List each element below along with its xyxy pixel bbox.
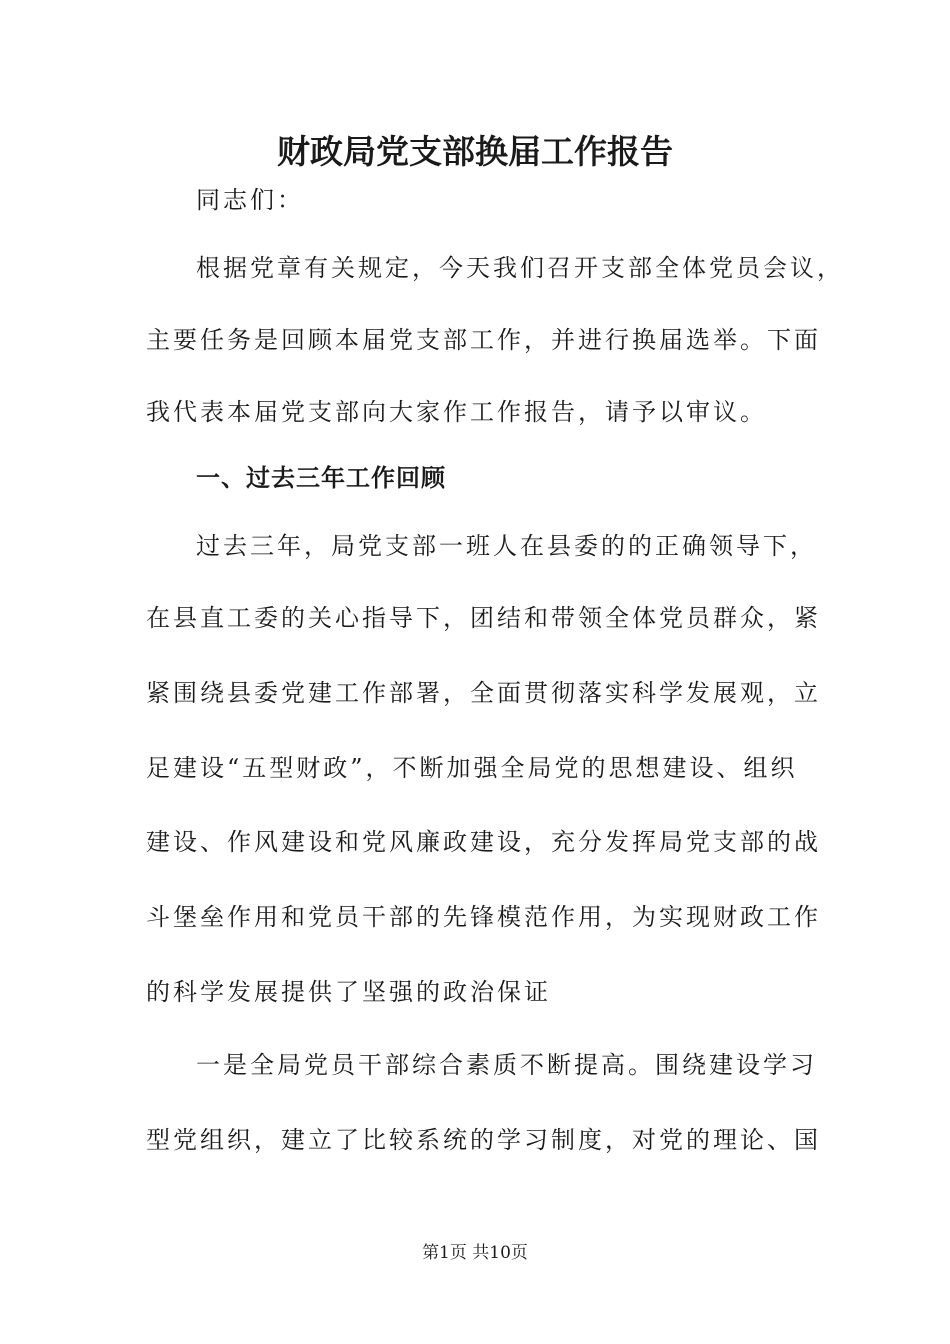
body-line-2: 在县直工委的关心指导下，团结和带领全体党员群众，紧 [146, 604, 821, 632]
body-line-6: 斗堡垒作用和党员干部的先锋模范作用，为实现财政工作 [146, 903, 821, 931]
point-line-2: 型党组织，建立了比较系统的学习制度，对党的理论、国 [146, 1126, 821, 1154]
document-title: 财政局党支部换届工作报告 [277, 132, 673, 171]
body-line-7: 的科学发展提供了坚强的政治保证 [146, 978, 551, 1006]
intro-line-1: 根据党章有关规定，今天我们召开支部全体党员会议， [196, 254, 844, 282]
section-heading: 一、过去三年工作回顾 [196, 464, 446, 492]
page-footer: 第1页 共10页 [422, 1243, 528, 1263]
body-line-1: 过去三年，局党支部一班人在县委的的正确领导下， [196, 532, 817, 560]
salutation: 同志们： [196, 186, 304, 214]
body-line-4: 足建设“五型财政”，不断加强全局党的思想建设、组织 [146, 754, 798, 782]
intro-line-2: 主要任务是回顾本届党支部工作，并进行换届选举。下面 [146, 326, 821, 354]
body-line-5: 建设、作风建设和党风廉政建设，充分发挥局党支部的战 [146, 828, 821, 856]
point-line-1: 一是全局党员干部综合素质不断提高。围绕建设学习 [196, 1051, 817, 1079]
body-line-3: 紧围绕县委党建工作部署，全面贯彻落实科学发展观，立 [146, 679, 821, 707]
intro-line-3: 我代表本届党支部向大家作工作报告，请予以审议。 [146, 398, 767, 426]
